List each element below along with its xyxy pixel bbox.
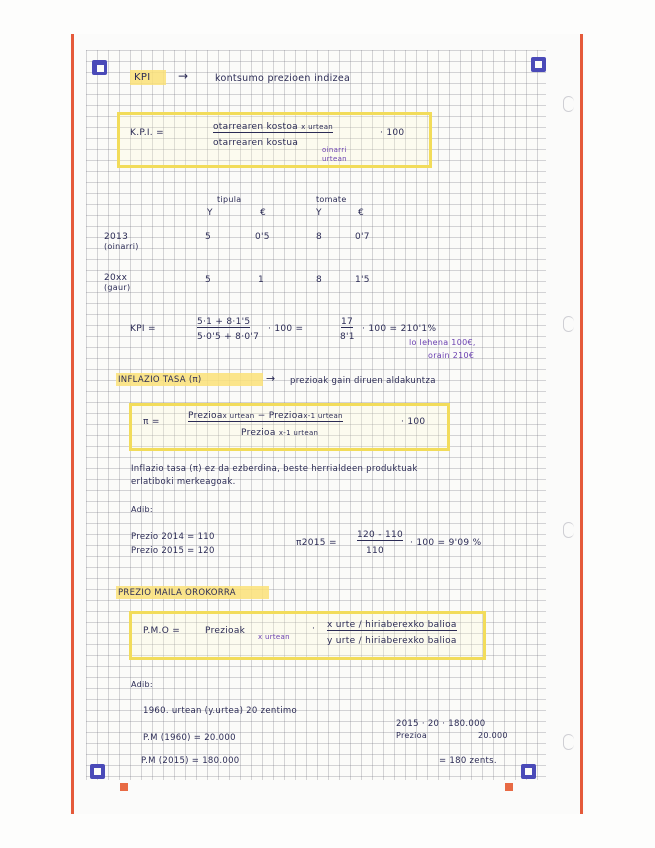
- cell: 0'7: [355, 232, 370, 242]
- kpi-calc-frac-den: 8'1: [340, 332, 355, 342]
- corner-mark-icon: [92, 60, 107, 75]
- inflation-numerator: Prezioax urtean − Prezioax-1 urtean: [188, 411, 343, 421]
- row-year: 20xx: [104, 273, 128, 283]
- binder-hole-icon: [563, 734, 574, 750]
- kpi-multiplier: · 100: [380, 128, 405, 138]
- corner-mark-icon: [521, 764, 536, 779]
- col-unit: Y: [207, 208, 213, 218]
- cell: 0'5: [255, 232, 270, 242]
- example-label: Adib:: [131, 505, 153, 514]
- example2-right-den: 20.000: [478, 731, 508, 740]
- example2-label: Adib:: [131, 680, 153, 689]
- inflation-text1: Inflazio tasa (π) ez da ezberdina, beste herrialdeen produktuak: [131, 464, 418, 474]
- title-abbr: KPI: [134, 72, 151, 83]
- corner-mark-icon: [90, 764, 105, 779]
- row-note: (gaur): [104, 283, 131, 292]
- cell: 5: [205, 232, 212, 242]
- kpi-denominator-sub2: urtean: [322, 155, 347, 163]
- general-price-heading: PREZIO MAILA OROKORRA: [118, 588, 236, 598]
- example-lhs: π2015 =: [296, 538, 337, 548]
- cell: 1'5: [355, 275, 370, 285]
- example-line1: Prezio 2014 = 110: [131, 532, 215, 542]
- row-year: 2013: [104, 232, 129, 242]
- arrow-icon: →: [178, 69, 189, 83]
- inflation-denominator: Prezioa x-1 urtean: [241, 428, 319, 438]
- kpi-calc-denominator: 5·0'5 + 8·0'7: [197, 332, 260, 342]
- inflation-lhs: π =: [143, 417, 160, 427]
- binder-hole-icon: [563, 96, 574, 112]
- general-price-dot: ·: [312, 624, 316, 634]
- orange-square-icon: [120, 783, 128, 791]
- kpi-calc-lhs: KPI =: [130, 324, 156, 334]
- kpi-calc-numerator: 5·1 + 8·1'5: [197, 317, 251, 327]
- row-note: (oinarri): [104, 242, 139, 251]
- general-price-num: x urte / hiriaberexko balioa: [327, 620, 457, 630]
- corner-mark-icon: [531, 57, 546, 72]
- inflation-text2: erlatiboki merkeagoak.: [131, 477, 236, 487]
- example-den: 110: [366, 546, 385, 556]
- general-price-term-sub: x urtean: [258, 633, 290, 641]
- inflation-multiplier: · 100: [401, 417, 426, 427]
- kpi-denominator-sub1: oinarri: [322, 146, 347, 154]
- kpi-denominator: otarrearen kostua: [213, 138, 299, 148]
- example2-right1b: Prezioa: [396, 731, 428, 740]
- col-unit: €: [358, 208, 365, 218]
- example2-right2: = 180 zents.: [439, 756, 497, 766]
- right-margin-line: [580, 34, 583, 814]
- title-full: kontsumo prezioen indizea: [215, 73, 351, 84]
- example2-line2: P.M (1960) = 20.000: [143, 733, 236, 743]
- example-num: 120 - 110: [357, 530, 404, 540]
- general-price-term: Prezioak: [205, 626, 246, 636]
- left-margin-line: [71, 34, 74, 814]
- kpi-lhs: K.P.I. =: [130, 128, 164, 138]
- kpi-calc-mid: · 100 =: [268, 324, 304, 334]
- example2-line3: P.M (2015) = 180.000: [141, 756, 240, 766]
- kpi-calc-note1: lo lehena 100€,: [409, 338, 476, 347]
- cell: 8: [316, 275, 323, 285]
- arrow-icon: →: [266, 372, 276, 385]
- example-line2: Prezio 2015 = 120: [131, 546, 215, 556]
- kpi-calc-note2: orain 210€: [428, 351, 475, 360]
- col-unit: Y: [316, 208, 322, 218]
- col-unit: €: [260, 208, 267, 218]
- kpi-calc-frac-num: 17: [341, 317, 354, 327]
- col-group-tomate: tomate: [316, 195, 347, 204]
- example2-line1: 1960. urtean (y.urtea) 20 zentimo: [143, 706, 297, 716]
- cell: 1: [258, 275, 265, 285]
- binder-hole-icon: [563, 522, 574, 538]
- example2-right1: 2015 · 20 · 180.000: [396, 719, 486, 729]
- inflation-desc: prezioak gain diruen aldakuntza: [290, 376, 436, 386]
- example-result: · 100 = 9'09 %: [410, 538, 482, 548]
- cell: 5: [205, 275, 212, 285]
- cell: 8: [316, 232, 323, 242]
- col-group-tipula: tipula: [217, 195, 242, 204]
- inflation-heading: INFLAZIO TASA (π): [118, 375, 202, 385]
- orange-square-icon: [505, 783, 513, 791]
- binder-hole-icon: [563, 316, 574, 332]
- kpi-calc-result: · 100 = 210'1%: [362, 324, 437, 334]
- kpi-numerator: otarrearen kostoa x urtean: [213, 122, 334, 132]
- general-price-den: y urte / hiriaberexko balioa: [327, 636, 457, 646]
- general-price-lhs: P.M.O =: [143, 626, 181, 636]
